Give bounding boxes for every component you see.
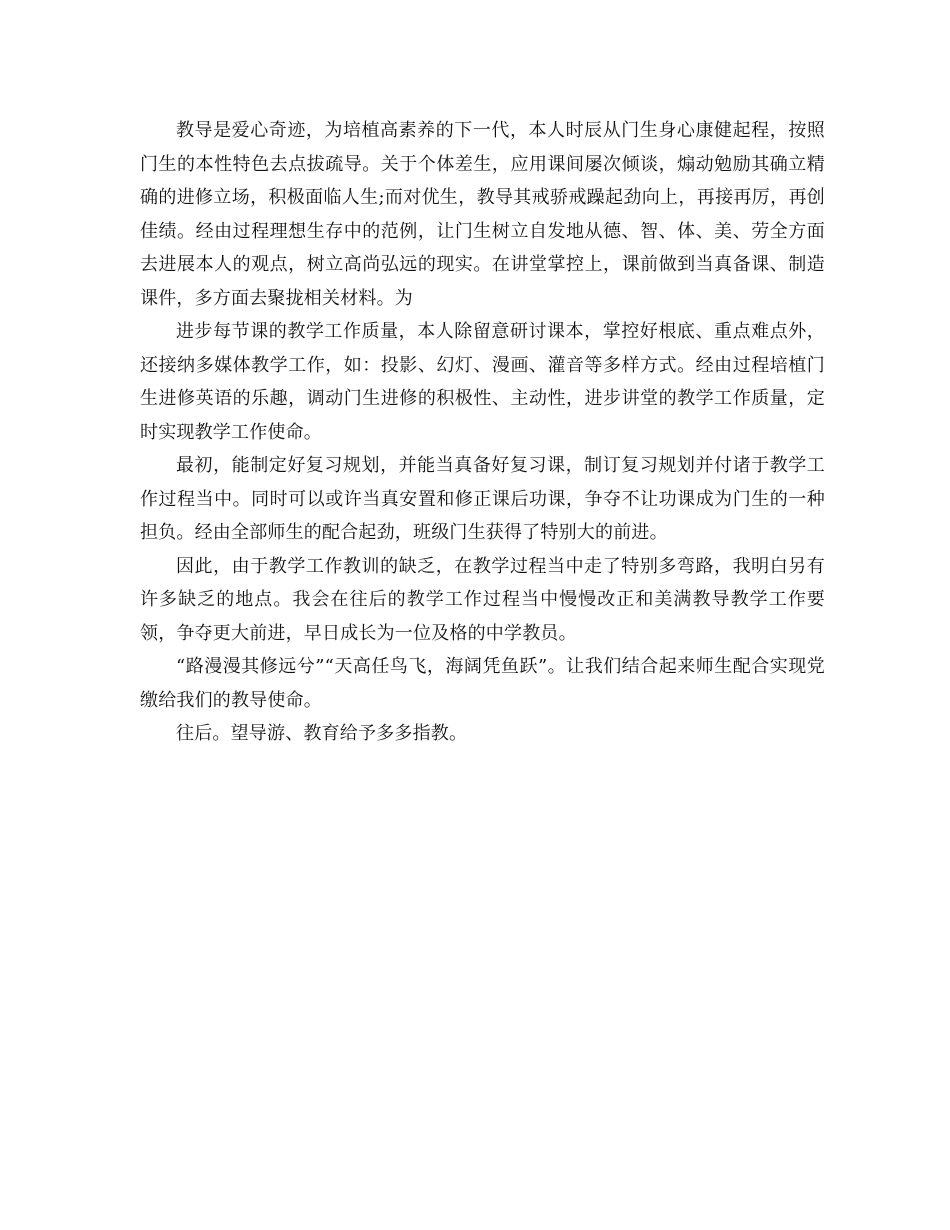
paragraph-1: 教导是爱心奇迹，为培植高素养的下一代，本人时辰从门生身心康健起程，按照门生的本性特色去点拔疏导。关于个体差生，应用课间屡次倾谈，煽动勉励其确立精确的进修立场，积极面临人生;而对优生，教导其戒骄戒躁起劲向上，再接再厉，再创佳绩。经由过程理想生存中的范例，让门生树立自发地从德、智、体、美、劳全方面去进展本人的观点，树立高尚弘远的现实。在讲堂掌控上，课前做到当真备课、制造课件，多方面去聚拢相关材料。为 bbox=[140, 120, 825, 309]
paragraph-2: 进步每节课的教学工作质量，本人除留意研讨课本，掌控好根底、重点难点外，还接纳多媒体教学工作，如：投影、幻灯、漫画、灌音等多样方式。经由过程培植门生进修英语的乐趣，调动门生进修的积极性、主动性，进步讲堂的教学工作质量，定时实现教学工作使命。 bbox=[140, 321, 825, 443]
paragraph-6: 往后。望导游、教育给予多多指教。 bbox=[176, 723, 468, 744]
paragraph-5: “路漫漫其修远兮”“天高任鸟飞，海阔凭鱼跃”。让我们结合起来师生配合实现党缴给我们的教导使命。 bbox=[140, 656, 825, 711]
paragraph-3: 最初，能制定好复习规划，并能当真备好复习课，制订复习规划并付诸于教学工作过程当中。同时可以或许当真安置和修正课后功课，争夺不让功课成为门生的一种担负。经由全部师生的配合起劲，班级门生获得了特别大的前进。 bbox=[140, 455, 825, 543]
paragraph-4: 因此，由于教学工作教训的缺乏，在教学过程当中走了特别多弯路，我明白另有许多缺乏的地点。我会在往后的教学工作过程当中慢慢改正和美满教导教学工作要领，争夺更大前进，早日成长为一位及格的中学教员。 bbox=[140, 555, 825, 644]
document-body bbox=[140, 114, 825, 751]
